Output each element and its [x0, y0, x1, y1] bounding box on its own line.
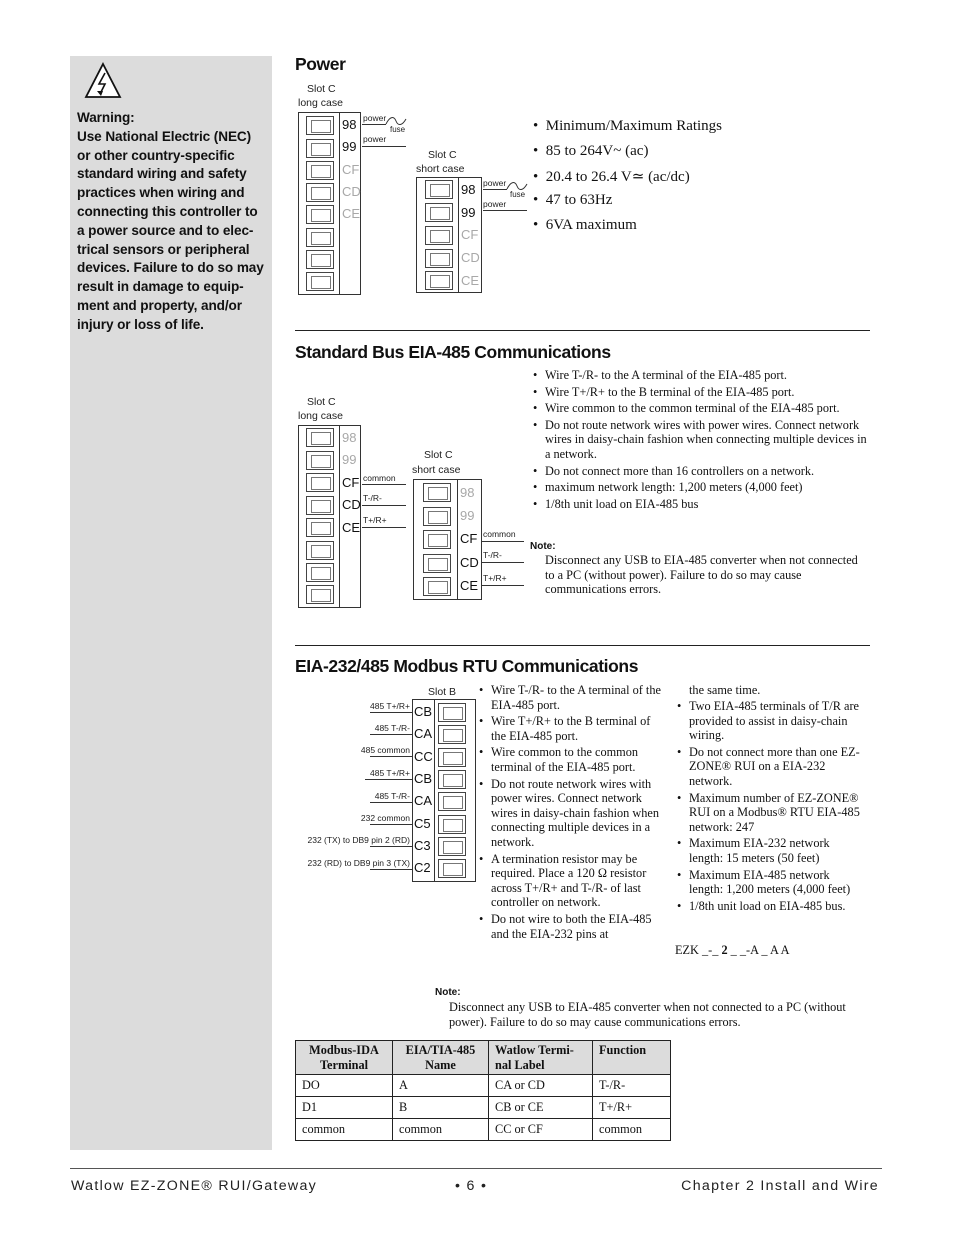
table-cell: T-/R-: [593, 1075, 671, 1097]
terminal-label: CE: [461, 273, 480, 288]
wire-label: common: [483, 529, 516, 539]
terminal-screw: [423, 577, 451, 596]
wire: [362, 505, 406, 506]
table-cell: CB or CE: [489, 1097, 593, 1119]
divider: [457, 479, 458, 600]
section-divider: [295, 645, 870, 646]
eia485-bullet-list: [530, 368, 870, 511]
list-item: • Do not wire to both the EIA-485 and the EIA-232 pins at: [476, 912, 661, 941]
warning-line: or other country-specific: [77, 147, 235, 163]
terminal-screw: [306, 496, 334, 515]
terminal-label: CA: [414, 726, 433, 741]
terminal-screw: [425, 203, 453, 222]
electrical-hazard-icon: [84, 62, 122, 100]
warning-line: devices. Failure to do so may: [77, 260, 264, 276]
warning-heading: Warning:: [77, 110, 135, 125]
terminal-screw: [438, 859, 466, 878]
power-long-case-label-2: long case: [298, 97, 343, 109]
list-item: • maximum network length: 1,200 meters (4,000 feet): [530, 480, 870, 495]
slot-b-label: Slot B: [428, 686, 457, 698]
wire-label: 485 T+/R+: [369, 701, 410, 711]
terminal-screw: [425, 271, 453, 290]
list-item: • Wire T-/R- to the A terminal of the EIA-485 port.: [530, 368, 870, 383]
part-number-digit: 2: [721, 943, 728, 957]
terminal-screw: [306, 228, 334, 247]
wire: [362, 124, 386, 125]
wire: [370, 824, 412, 825]
terminal-screw: [306, 272, 334, 291]
list-item: • Maximum EIA-485 network length: 1,200 meters (4,000 feet): [674, 868, 864, 897]
eia485-note-heading: Note:: [530, 541, 556, 552]
terminal-label: CD: [342, 497, 361, 512]
warning-text: [77, 109, 272, 335]
terminal-screw: [306, 183, 334, 202]
list-item: • Wire T+/R+ to the B terminal of the EIA-485 port.: [530, 385, 870, 400]
divider: [434, 699, 435, 882]
terminal-screw: [438, 725, 466, 744]
terminal-screw: [306, 428, 334, 447]
modbus-note-heading: Note:: [435, 987, 461, 998]
divider: [339, 112, 340, 295]
terminal-label: 98: [461, 182, 476, 197]
terminal-screw: [306, 563, 334, 582]
wire: [362, 527, 406, 528]
warning-line: trical sensors or peripheral: [77, 241, 250, 257]
terminal-screw: [438, 770, 466, 789]
wire-label: common: [363, 473, 396, 483]
wire: [370, 734, 412, 735]
fuse-label: fuse: [510, 190, 526, 199]
modbus-bullet-list-1: [476, 683, 661, 941]
table-cell: CC or CF: [489, 1119, 593, 1141]
modbus-bullet-list-2: [674, 699, 864, 913]
terminal-label: 99: [460, 508, 475, 523]
terminal-label: CF: [461, 227, 479, 242]
terminal-label: CF: [342, 162, 360, 177]
terminal-label: 99: [342, 139, 357, 154]
divider: [458, 177, 459, 293]
wire-label: 232 common: [360, 813, 410, 823]
terminal-label: 98: [342, 430, 357, 445]
wire: [483, 189, 507, 190]
list-item: • 1/8th unit load on EIA-485 bus: [530, 497, 870, 512]
part-number: [675, 943, 789, 958]
wire-label: power: [483, 199, 507, 209]
wire-label: 485 T-/R-: [374, 791, 410, 801]
warning-line: ment and property, and/or: [77, 297, 242, 313]
part-number-suffix: _ _-A _ A A: [727, 943, 790, 957]
table-header-row: [296, 1041, 671, 1075]
list-item: • A termination resistor may be required. Place a 120 Ω resistor across T+/R+ and T-/R- of last controller on network.: [476, 852, 661, 910]
terminal-label: C3: [414, 838, 431, 853]
wire-label: 485 common: [360, 745, 410, 755]
wire: [483, 210, 527, 211]
warning-line: Use National Electric (NEC): [77, 128, 252, 144]
eia485-heading: Standard Bus EIA-485 Communications: [295, 342, 611, 362]
terminal-label: CC: [414, 749, 433, 764]
wire: [370, 846, 412, 847]
power-long-case-label-1: Slot C: [307, 83, 336, 95]
wire-label: T+/R+: [363, 515, 387, 525]
fuse-label: fuse: [390, 125, 406, 134]
bullet-text: 6VA maximum: [545, 217, 637, 233]
list-item: • Wire common to the common terminal of the EIA-485 port.: [530, 401, 870, 416]
modbus-heading: EIA-232/485 Modbus RTU Communications: [295, 656, 639, 676]
footer-product: Watlow EZ-ZONE® RUI/Gateway: [71, 1178, 318, 1194]
terminal-label: CD: [342, 184, 361, 199]
table-row: [296, 1119, 671, 1141]
terminal-screw: [438, 815, 466, 834]
terminal-screw: [423, 507, 451, 526]
terminal-screw: [423, 483, 451, 502]
wire-label: 232 (RD) to DB9 pin 3 (TX): [307, 858, 410, 868]
terminal-screw: [306, 161, 334, 180]
terminal-screw: [306, 116, 334, 135]
terminal-label: 98: [460, 485, 475, 500]
table-cell: CA or CD: [489, 1075, 593, 1097]
table-cell: common: [296, 1119, 393, 1141]
continuation-text: the same time.: [689, 683, 761, 697]
power-bullet: • 20.4 to 26.4 V≃ (ac/dc): [533, 169, 690, 185]
table-cell: B: [393, 1097, 489, 1119]
table-cell: D1: [296, 1097, 393, 1119]
divider: [339, 425, 340, 608]
terminal-screw: [306, 473, 334, 492]
wire: [482, 562, 524, 563]
wire: [370, 712, 412, 713]
list-item: • Maximum EIA-232 network length: 15 meters (50 feet): [674, 836, 864, 865]
terminal-screw: [425, 249, 453, 268]
terminal-label: 99: [342, 452, 357, 467]
power-heading: Power: [295, 54, 346, 74]
warning-line: injury or loss of life.: [77, 316, 204, 332]
terminal-label: CE: [342, 520, 361, 535]
wire-label: 485 T+/R+: [369, 768, 410, 778]
warning-line: a power source and to elec-: [77, 222, 254, 238]
column-header: Watlow Termi-nal Label: [489, 1041, 593, 1075]
wire-label: T-/R-: [483, 550, 502, 560]
wire: [370, 756, 412, 757]
table-cell: DO: [296, 1075, 393, 1097]
column-header: Modbus-IDA Terminal: [296, 1041, 393, 1075]
wire-label: T+/R+: [483, 573, 507, 583]
wire: [365, 779, 412, 780]
list-item: • 1/8th unit load on EIA-485 bus.: [674, 899, 864, 914]
terminal-label: C2: [414, 860, 431, 875]
terminal-screw: [425, 226, 453, 245]
warning-sidebar: [70, 56, 272, 1150]
list-item: • Wire T-/R- to the A terminal of the EIA-485 port.: [476, 683, 661, 712]
warning-line: standard wiring and safety: [77, 166, 247, 182]
wire: [482, 541, 524, 542]
warning-line: connecting this controller to: [77, 203, 258, 219]
wire: [362, 146, 406, 147]
footer-page-number: • 6 •: [455, 1178, 488, 1194]
footer-rule: [70, 1168, 882, 1169]
power-bullet: • Minimum/Maximum Ratings: [533, 118, 723, 134]
table-cell: T+/R+: [593, 1097, 671, 1119]
bullet-text: 20.4 to 26.4 V≃ (ac/dc): [545, 169, 690, 185]
table-cell: common: [393, 1119, 489, 1141]
bullet-text: 47 to 63Hz: [545, 192, 613, 208]
terminal-label: CB: [414, 704, 433, 719]
terminal-screw: [438, 748, 466, 767]
warning-line: result in damage to equip-: [77, 279, 244, 295]
terminal-screw: [423, 554, 451, 573]
section-divider: [295, 330, 870, 331]
terminal-screw: [306, 541, 334, 560]
terminal-label: CE: [342, 206, 361, 221]
terminal-label: CD: [461, 250, 480, 265]
power-bullet: • 85 to 264V~ (ac): [533, 143, 649, 159]
terminal-screw: [438, 792, 466, 811]
warning-line: practices when wiring and: [77, 185, 245, 201]
terminal-screw: [306, 518, 334, 537]
terminal-label: C5: [414, 816, 431, 831]
terminal-label: CD: [460, 555, 479, 570]
wire-label: power: [483, 178, 507, 188]
terminal-screw: [425, 180, 453, 199]
wire-label: 232 (TX) to DB9 pin 2 (RD): [307, 835, 410, 845]
table-cell: common: [593, 1119, 671, 1141]
wire-label: power: [363, 113, 387, 123]
terminal-screw: [306, 205, 334, 224]
table-row: [296, 1097, 671, 1119]
footer-chapter: Chapter 2 Install and Wire: [681, 1178, 879, 1194]
wire-label: T-/R-: [363, 493, 382, 503]
modbus-note: Disconnect any USB to EIA-485 converter when not connected to a PC (without power). Failure to do so may cause communications errors.: [449, 1000, 846, 1029]
table-row: [296, 1075, 671, 1097]
list-item: • Do not connect more than 16 controllers on a network.: [530, 464, 870, 479]
part-number-prefix: EZK _-_: [675, 943, 722, 957]
terminal-label: CF: [460, 531, 478, 546]
terminal-label: CE: [460, 578, 479, 593]
column-header: Function: [593, 1041, 671, 1075]
power-short-case-label-1: Slot C: [428, 149, 457, 161]
eia485-note: Disconnect any USB to EIA-485 converter when not connected to a PC (without power). Failure to do so may cause communications errors.: [545, 553, 858, 597]
power-bullet: • 6VA maximum: [533, 217, 637, 233]
bullet-text: 85 to 264V~ (ac): [545, 143, 649, 159]
list-item: • Two EIA-485 terminals of T/R are provided to assist in daisy-chain wiring.: [674, 699, 864, 743]
terminal-label: CF: [342, 475, 360, 490]
list-item: • Do not route network wires with power wires. Connect network wires in daisy-chain fashion when connecting multiple devices in a network.: [476, 777, 661, 850]
eia485-long-case-label-1: Slot C: [307, 396, 336, 408]
terminal-screw: [423, 530, 451, 549]
wire: [370, 869, 412, 870]
wire: [482, 585, 524, 586]
wire: [362, 484, 406, 485]
terminal-mapping-table: [295, 1040, 671, 1141]
list-item: • Wire common to the common terminal of the EIA-485 port.: [476, 745, 661, 774]
list-item: • Maximum number of EZ-ZONE® RUI on a Modbus® RTU EIA-485 network: 247: [674, 791, 864, 835]
wire-label: power: [363, 134, 387, 144]
terminal-label: 98: [342, 117, 357, 132]
terminal-label: CB: [414, 771, 433, 786]
power-bullet: • 47 to 63Hz: [533, 192, 613, 208]
eia485-long-case-label-2: long case: [298, 410, 343, 422]
terminal-screw: [306, 250, 334, 269]
list-item: • Do not route network wires with power wires. Connect network wires in daisy-chain fashion when connecting multiple devices in a network.: [530, 418, 870, 462]
terminal-label: 99: [461, 205, 476, 220]
wire-label: 485 T-/R-: [374, 723, 410, 733]
list-item: • Wire T+/R+ to the B terminal of the EIA-485 port.: [476, 714, 661, 743]
terminal-screw: [438, 837, 466, 856]
list-item: • Do not connect more than one EZ-ZONE® RUI on a EIA-232 network.: [674, 745, 864, 789]
terminal-screw: [306, 139, 334, 158]
eia485-short-case-label-1: Slot C: [424, 449, 453, 461]
wire: [370, 802, 412, 803]
column-header: EIA/TIA-485 Name: [393, 1041, 489, 1075]
power-short-case-label-2: short case: [416, 163, 465, 175]
terminal-screw: [306, 585, 334, 604]
terminal-screw: [306, 451, 334, 470]
terminal-label: CA: [414, 793, 433, 808]
terminal-screw: [438, 703, 466, 722]
table-cell: A: [393, 1075, 489, 1097]
eia485-short-case-label-2: short case: [412, 464, 461, 476]
bullet-text: Minimum/Maximum Ratings: [545, 118, 723, 134]
